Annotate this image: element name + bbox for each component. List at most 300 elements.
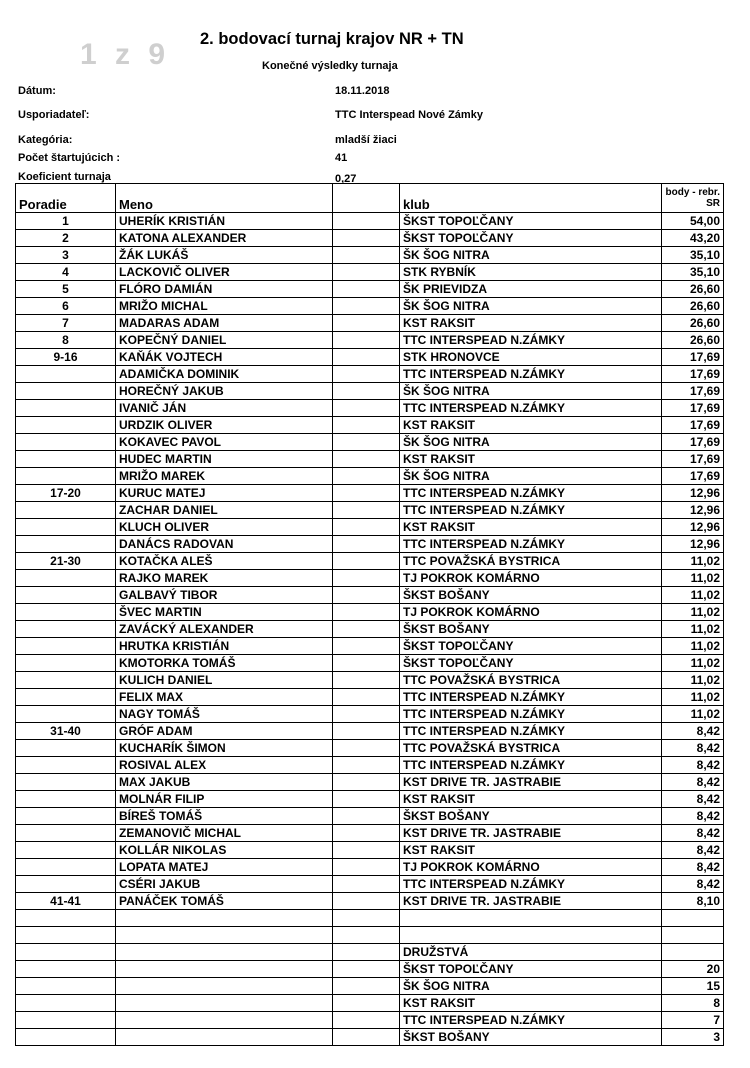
organizer-value: TTC Interspead Nové Zámky: [335, 109, 483, 121]
table-row: [16, 451, 724, 468]
rank-cell: 3: [16, 247, 116, 264]
name-cell: MRIŽO MICHAL: [116, 298, 333, 315]
name-cell: KURUC MATEJ: [116, 485, 333, 502]
club-cell: TJ POKROK KOMÁRNO: [400, 570, 662, 587]
team-points-cell: 7: [662, 1012, 724, 1029]
club-cell: TTC INTERSPEAD N.ZÁMKY: [400, 536, 662, 553]
rank-cell: 9-16: [16, 349, 116, 366]
rank-cell: [16, 757, 116, 774]
name-cell: ŽÁK LUKÁŠ: [116, 247, 333, 264]
team-row: [16, 961, 724, 978]
name-cell: HRUTKA KRISTIÁN: [116, 638, 333, 655]
blank-header: [333, 184, 400, 213]
blank-cell: [333, 893, 400, 910]
empty-cell: [116, 978, 333, 995]
table-row: [16, 247, 724, 264]
empty-cell: [116, 944, 333, 961]
name-cell: ZAVÁCKÝ ALEXANDER: [116, 621, 333, 638]
name-cell: GALBAVÝ TIBOR: [116, 587, 333, 604]
points-cell: 8,42: [662, 757, 724, 774]
empty-cell: [16, 961, 116, 978]
points-cell: 11,02: [662, 672, 724, 689]
rank-cell: [16, 876, 116, 893]
club-cell: TTC INTERSPEAD N.ZÁMKY: [400, 485, 662, 502]
rank-cell: 17-20: [16, 485, 116, 502]
club-cell: KST DRIVE TR. JASTRABIE: [400, 774, 662, 791]
blank-cell: [333, 230, 400, 247]
club-cell: KST RAKSIT: [400, 842, 662, 859]
rank-cell: [16, 842, 116, 859]
empty-row: [16, 910, 724, 927]
team-points-cell: 20: [662, 961, 724, 978]
blank-cell: [333, 434, 400, 451]
category-label: Kategória:: [18, 134, 73, 146]
name-cell: PANÁČEK TOMÁŠ: [116, 893, 333, 910]
empty-cell: [662, 944, 724, 961]
blank-cell: [333, 281, 400, 298]
table-row: [16, 383, 724, 400]
points-cell: 8,42: [662, 740, 724, 757]
points-cell: 8,42: [662, 723, 724, 740]
points-cell: 12,96: [662, 519, 724, 536]
table-row: [16, 536, 724, 553]
points-cell: 26,60: [662, 298, 724, 315]
table-row: [16, 417, 724, 434]
points-cell: 17,69: [662, 383, 724, 400]
team-row: [16, 978, 724, 995]
blank-cell: [333, 519, 400, 536]
name-cell: KOTAČKA ALEŠ: [116, 553, 333, 570]
table-row: [16, 468, 724, 485]
rank-cell: 4: [16, 264, 116, 281]
club-cell: ŠK ŠOG NITRA: [400, 434, 662, 451]
points-cell: 11,02: [662, 604, 724, 621]
rank-cell: [16, 400, 116, 417]
club-cell: TTC INTERSPEAD N.ZÁMKY: [400, 876, 662, 893]
table-row: [16, 230, 724, 247]
name-cell: HUDEC MARTIN: [116, 451, 333, 468]
blank-cell: [333, 264, 400, 281]
rank-cell: [16, 502, 116, 519]
rank-cell: [16, 519, 116, 536]
blank-cell: [333, 638, 400, 655]
name-cell: FELIX MAX: [116, 689, 333, 706]
club-cell: ŠK PRIEVIDZA: [400, 281, 662, 298]
name-cell: ZEMANOVIČ MICHAL: [116, 825, 333, 842]
club-cell: ŠKST TOPOĽČANY: [400, 213, 662, 230]
blank-cell: [333, 859, 400, 876]
empty-cell: [662, 927, 724, 944]
team-points-cell: 3: [662, 1029, 724, 1046]
blank-cell: [333, 485, 400, 502]
rank-cell: [16, 740, 116, 757]
name-cell: FLÓRO DAMIÁN: [116, 281, 333, 298]
blank-cell: [333, 723, 400, 740]
rank-cell: [16, 451, 116, 468]
document-subtitle: Konečné výsledky turnaja: [262, 60, 398, 72]
blank-cell: [333, 672, 400, 689]
table-row: [16, 264, 724, 281]
name-cell: KOKAVEC PAVOL: [116, 434, 333, 451]
club-cell: ŠKST BOŠANY: [400, 621, 662, 638]
table-row: [16, 604, 724, 621]
rank-cell: [16, 859, 116, 876]
name-cell: CSÉRI JAKUB: [116, 876, 333, 893]
table-row: [16, 757, 724, 774]
club-cell: KST DRIVE TR. JASTRABIE: [400, 825, 662, 842]
table-row: [16, 213, 724, 230]
name-cell: MRIŽO MAREK: [116, 468, 333, 485]
club-cell: ŠKST BOŠANY: [400, 808, 662, 825]
table-row: [16, 349, 724, 366]
club-cell: ŠKST TOPOĽČANY: [400, 655, 662, 672]
rank-cell: 41-41: [16, 893, 116, 910]
name-cell: KLUCH OLIVER: [116, 519, 333, 536]
points-cell: 11,02: [662, 570, 724, 587]
name-cell: KAŇÁK VOJTECH: [116, 349, 333, 366]
empty-cell: [333, 978, 400, 995]
team-club-cell: ŠKST TOPOĽČANY: [400, 961, 662, 978]
club-cell: KST DRIVE TR. JASTRABIE: [400, 893, 662, 910]
table-row: [16, 281, 724, 298]
blank-cell: [333, 247, 400, 264]
points-cell: 8,42: [662, 842, 724, 859]
blank-cell: [333, 468, 400, 485]
table-row: [16, 570, 724, 587]
team-points-cell: 15: [662, 978, 724, 995]
club-cell: ŠKST BOŠANY: [400, 587, 662, 604]
teams-heading: DRUŽSTVÁ: [400, 944, 662, 961]
points-cell: 11,02: [662, 689, 724, 706]
blank-cell: [333, 553, 400, 570]
empty-cell: [400, 910, 662, 927]
points-cell: 11,02: [662, 655, 724, 672]
organizer-label: Usporiadateľ:: [18, 109, 90, 121]
points-cell: 11,02: [662, 621, 724, 638]
rank-cell: 21-30: [16, 553, 116, 570]
blank-cell: [333, 825, 400, 842]
coefficient-label: Koeficient turnaja: [18, 171, 111, 183]
rank-cell: [16, 366, 116, 383]
date-label: Dátum:: [18, 85, 56, 97]
team-points-cell: 8: [662, 995, 724, 1012]
document-title: 2. bodovací turnaj krajov NR + TN: [200, 30, 464, 48]
rank-cell: [16, 621, 116, 638]
empty-cell: [116, 927, 333, 944]
table-row: [16, 315, 724, 332]
blank-cell: [333, 587, 400, 604]
date-value: 18.11.2018: [335, 85, 390, 97]
blank-cell: [333, 349, 400, 366]
points-cell: 17,69: [662, 349, 724, 366]
name-cell: KUCHARÍK ŠIMON: [116, 740, 333, 757]
name-cell: ADAMIČKA DOMINIK: [116, 366, 333, 383]
table-row: [16, 519, 724, 536]
name-cell: BÍREŠ TOMÁŠ: [116, 808, 333, 825]
name-cell: MOLNÁR FILIP: [116, 791, 333, 808]
points-cell: 12,96: [662, 485, 724, 502]
points-cell: 8,42: [662, 825, 724, 842]
rank-cell: [16, 808, 116, 825]
club-cell: TTC INTERSPEAD N.ZÁMKY: [400, 757, 662, 774]
empty-cell: [400, 927, 662, 944]
table-row: [16, 825, 724, 842]
club-cell: TJ POKROK KOMÁRNO: [400, 604, 662, 621]
blank-cell: [333, 791, 400, 808]
rank-cell: [16, 570, 116, 587]
blank-cell: [333, 740, 400, 757]
table-row: [16, 893, 724, 910]
club-cell: KST RAKSIT: [400, 451, 662, 468]
club-cell: TTC POVAŽSKÁ BYSTRICA: [400, 740, 662, 757]
club-cell: ŠK ŠOG NITRA: [400, 247, 662, 264]
points-cell: 17,69: [662, 451, 724, 468]
points-cell: 43,20: [662, 230, 724, 247]
name-cell: GRÓF ADAM: [116, 723, 333, 740]
results-table: [15, 183, 724, 1046]
empty-row: [16, 927, 724, 944]
club-cell: TTC INTERSPEAD N.ZÁMKY: [400, 400, 662, 417]
club-cell: TTC POVAŽSKÁ BYSTRICA: [400, 553, 662, 570]
rank-cell: [16, 468, 116, 485]
points-cell: 11,02: [662, 587, 724, 604]
rank-cell: 31-40: [16, 723, 116, 740]
club-cell: TTC INTERSPEAD N.ZÁMKY: [400, 366, 662, 383]
club-cell: STK RYBNÍK: [400, 264, 662, 281]
rank-cell: 7: [16, 315, 116, 332]
blank-cell: [333, 689, 400, 706]
points-cell: 11,02: [662, 706, 724, 723]
blank-cell: [333, 706, 400, 723]
rank-cell: [16, 536, 116, 553]
empty-cell: [333, 1012, 400, 1029]
club-cell: ŠK ŠOG NITRA: [400, 383, 662, 400]
table-row: [16, 621, 724, 638]
table-row: [16, 723, 724, 740]
points-cell: 8,42: [662, 859, 724, 876]
points-cell: 17,69: [662, 468, 724, 485]
empty-cell: [16, 910, 116, 927]
table-row: [16, 876, 724, 893]
points-cell: 17,69: [662, 400, 724, 417]
name-cell: DANÁCS RADOVAN: [116, 536, 333, 553]
empty-cell: [116, 1012, 333, 1029]
team-row: [16, 1029, 724, 1046]
table-row: [16, 859, 724, 876]
blank-cell: [333, 655, 400, 672]
empty-cell: [16, 1029, 116, 1046]
name-header: Meno: [116, 184, 333, 213]
club-cell: ŠKST TOPOĽČANY: [400, 638, 662, 655]
page-counter-watermark: 1 z 9: [80, 38, 171, 71]
blank-cell: [333, 451, 400, 468]
blank-cell: [333, 842, 400, 859]
table-row: [16, 791, 724, 808]
club-cell: STK HRONOVCE: [400, 349, 662, 366]
name-cell: KULICH DANIEL: [116, 672, 333, 689]
blank-cell: [333, 213, 400, 230]
blank-cell: [333, 808, 400, 825]
name-cell: LACKOVIČ OLIVER: [116, 264, 333, 281]
club-cell: TTC INTERSPEAD N.ZÁMKY: [400, 689, 662, 706]
club-cell: TTC INTERSPEAD N.ZÁMKY: [400, 332, 662, 349]
rank-cell: 2: [16, 230, 116, 247]
team-club-cell: ŠK ŠOG NITRA: [400, 978, 662, 995]
points-cell: 11,02: [662, 553, 724, 570]
team-club-cell: KST RAKSIT: [400, 995, 662, 1012]
table-row: [16, 689, 724, 706]
name-cell: RAJKO MAREK: [116, 570, 333, 587]
table-row: [16, 434, 724, 451]
points-header: body - rebr. SR: [662, 184, 724, 213]
team-club-cell: ŠKST BOŠANY: [400, 1029, 662, 1046]
table-header-row: [16, 184, 724, 213]
table-row: [16, 485, 724, 502]
empty-cell: [333, 927, 400, 944]
blank-cell: [333, 502, 400, 519]
name-cell: NAGY TOMÁŠ: [116, 706, 333, 723]
club-cell: ŠK ŠOG NITRA: [400, 298, 662, 315]
empty-cell: [116, 1029, 333, 1046]
empty-cell: [16, 1012, 116, 1029]
name-cell: KOPEČNÝ DANIEL: [116, 332, 333, 349]
empty-cell: [333, 995, 400, 1012]
team-row: [16, 995, 724, 1012]
name-cell: ZACHAR DANIEL: [116, 502, 333, 519]
blank-cell: [333, 536, 400, 553]
empty-cell: [333, 944, 400, 961]
rank-cell: [16, 774, 116, 791]
points-cell: 11,02: [662, 638, 724, 655]
name-cell: ŠVEC MARTIN: [116, 604, 333, 621]
table-row: [16, 706, 724, 723]
empty-cell: [16, 927, 116, 944]
table-row: [16, 842, 724, 859]
rank-cell: [16, 825, 116, 842]
club-cell: TTC INTERSPEAD N.ZÁMKY: [400, 502, 662, 519]
name-cell: KOLLÁR NIKOLAS: [116, 842, 333, 859]
rank-cell: 1: [16, 213, 116, 230]
rank-cell: [16, 434, 116, 451]
points-cell: 8,42: [662, 808, 724, 825]
blank-cell: [333, 876, 400, 893]
club-cell: KST RAKSIT: [400, 417, 662, 434]
name-cell: KMOTORKA TOMÁŠ: [116, 655, 333, 672]
rank-cell: [16, 655, 116, 672]
category-value: mladší žiaci: [335, 134, 397, 146]
rank-cell: [16, 791, 116, 808]
club-cell: TTC INTERSPEAD N.ZÁMKY: [400, 723, 662, 740]
rank-cell: [16, 383, 116, 400]
table-row: [16, 332, 724, 349]
results-body: [16, 213, 724, 1046]
participants-label: Počet štartujúcich :: [18, 152, 121, 164]
name-cell: HOREČNÝ JAKUB: [116, 383, 333, 400]
club-cell: TTC INTERSPEAD N.ZÁMKY: [400, 706, 662, 723]
empty-cell: [116, 961, 333, 978]
points-cell: 12,96: [662, 502, 724, 519]
table-row: [16, 587, 724, 604]
rank-cell: [16, 672, 116, 689]
blank-cell: [333, 315, 400, 332]
name-cell: MAX JAKUB: [116, 774, 333, 791]
rank-cell: 6: [16, 298, 116, 315]
points-cell: 8,42: [662, 774, 724, 791]
empty-cell: [333, 961, 400, 978]
table-row: [16, 774, 724, 791]
rank-cell: [16, 706, 116, 723]
blank-cell: [333, 400, 400, 417]
club-cell: TTC POVAŽSKÁ BYSTRICA: [400, 672, 662, 689]
blank-cell: [333, 604, 400, 621]
blank-cell: [333, 757, 400, 774]
empty-cell: [116, 910, 333, 927]
empty-cell: [116, 995, 333, 1012]
club-cell: KST RAKSIT: [400, 519, 662, 536]
blank-cell: [333, 774, 400, 791]
rank-cell: [16, 689, 116, 706]
rank-header: Poradie: [16, 184, 116, 213]
blank-cell: [333, 417, 400, 434]
table-row: [16, 400, 724, 417]
rank-cell: 5: [16, 281, 116, 298]
coefficient-value: 0,27: [335, 173, 357, 185]
rank-cell: [16, 604, 116, 621]
rank-cell: 8: [16, 332, 116, 349]
rank-cell: [16, 587, 116, 604]
table-row: [16, 808, 724, 825]
table-row: [16, 740, 724, 757]
empty-cell: [662, 910, 724, 927]
participants-value: 41: [335, 152, 348, 164]
name-cell: UHERÍK KRISTIÁN: [116, 213, 333, 230]
points-cell: 8,10: [662, 893, 724, 910]
name-cell: ROSIVAL ALEX: [116, 757, 333, 774]
table-row: [16, 638, 724, 655]
club-cell: TJ POKROK KOMÁRNO: [400, 859, 662, 876]
club-header: klub: [400, 184, 662, 213]
table-row: [16, 366, 724, 383]
points-cell: 17,69: [662, 417, 724, 434]
name-cell: KATONA ALEXANDER: [116, 230, 333, 247]
teams-heading-row: [16, 944, 724, 961]
blank-cell: [333, 332, 400, 349]
blank-cell: [333, 298, 400, 315]
table-row: [16, 553, 724, 570]
points-cell: 26,60: [662, 315, 724, 332]
points-cell: 17,69: [662, 434, 724, 451]
name-cell: LOPATA MATEJ: [116, 859, 333, 876]
empty-cell: [333, 1029, 400, 1046]
name-cell: IVANIČ JÁN: [116, 400, 333, 417]
team-club-cell: TTC INTERSPEAD N.ZÁMKY: [400, 1012, 662, 1029]
table-row: [16, 502, 724, 519]
blank-cell: [333, 383, 400, 400]
empty-cell: [16, 944, 116, 961]
name-cell: URDZIK OLIVER: [116, 417, 333, 434]
points-cell: 35,10: [662, 247, 724, 264]
empty-cell: [333, 910, 400, 927]
name-cell: MADARAS ADAM: [116, 315, 333, 332]
empty-cell: [16, 995, 116, 1012]
club-cell: KST RAKSIT: [400, 315, 662, 332]
blank-cell: [333, 570, 400, 587]
table-row: [16, 298, 724, 315]
points-cell: 26,60: [662, 332, 724, 349]
table-row: [16, 672, 724, 689]
club-cell: ŠKST TOPOĽČANY: [400, 230, 662, 247]
blank-cell: [333, 621, 400, 638]
